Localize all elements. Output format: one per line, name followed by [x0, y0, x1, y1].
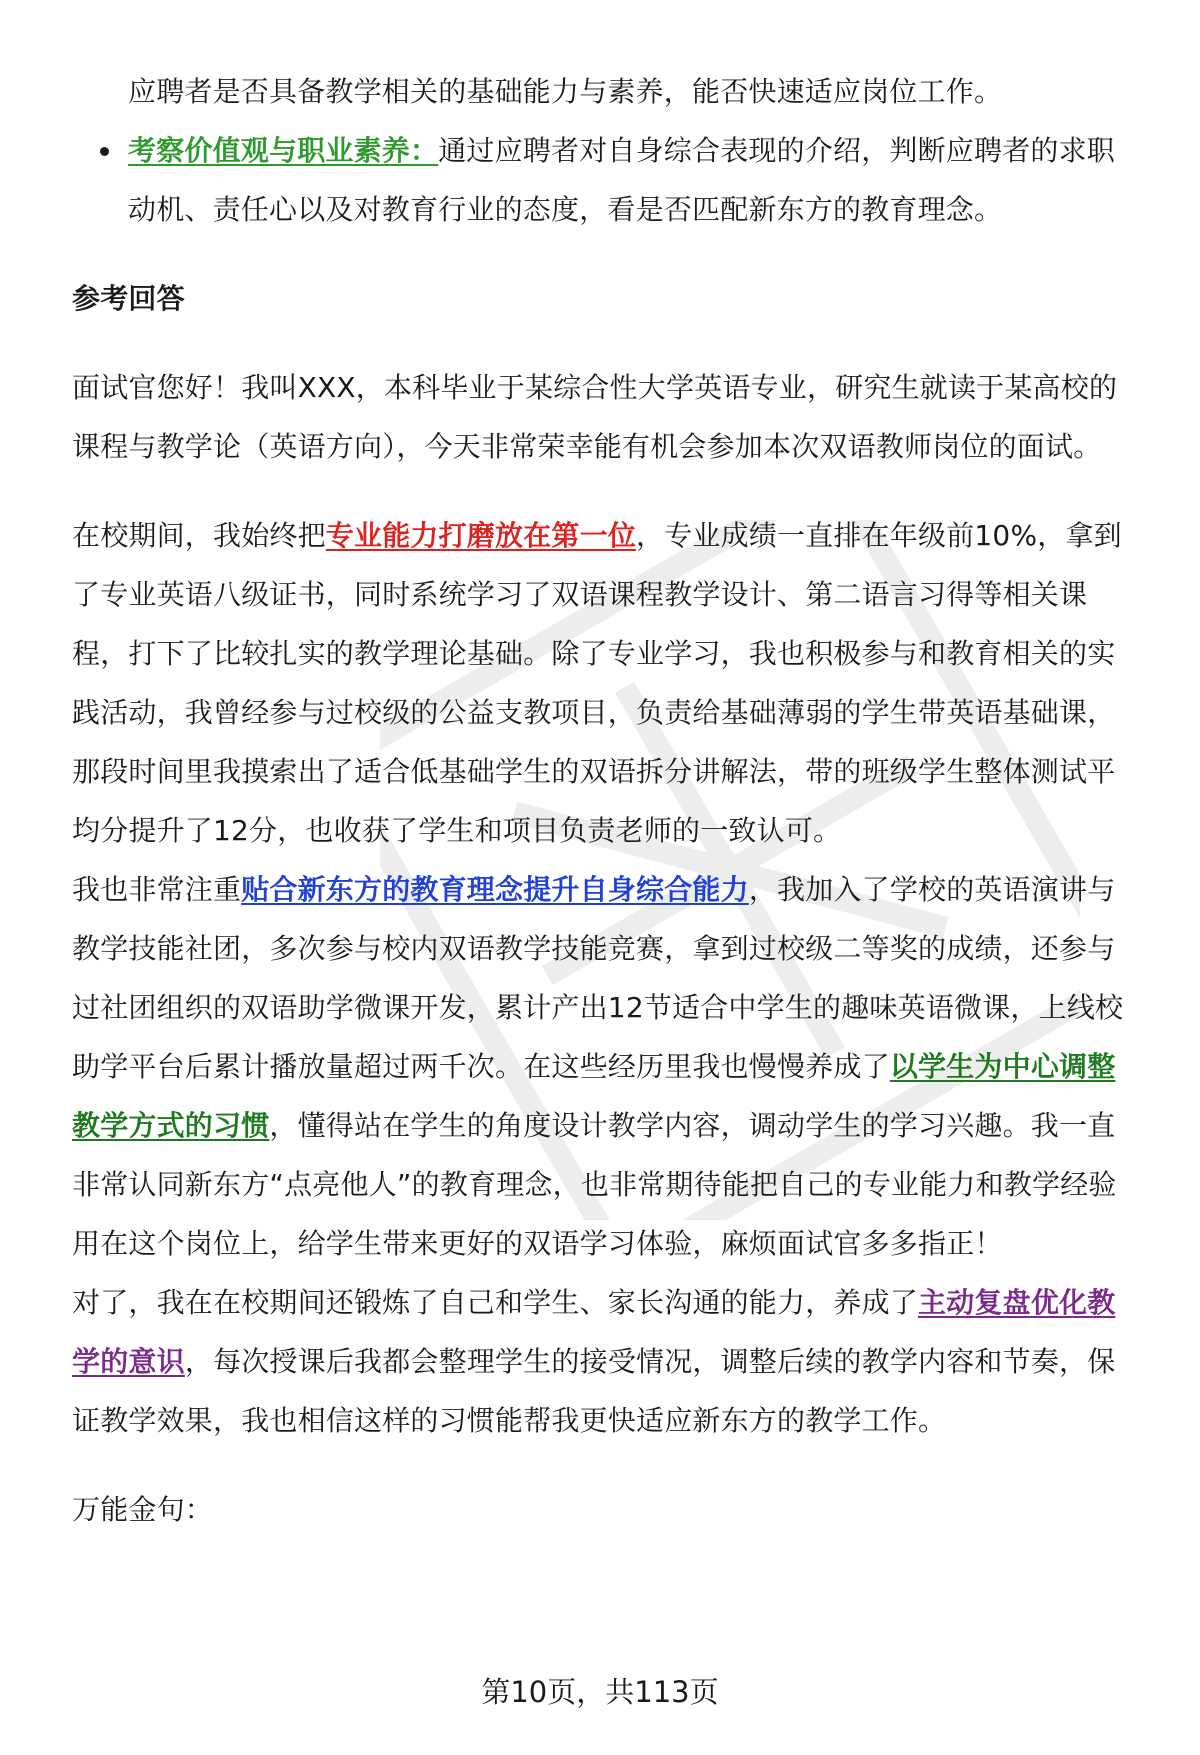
paragraph-text: ，懂得站在学生的角度设计教学内容，调动学生的学习兴趣。我一直非常认同新东方“点亮他人”的教育理念，也非常期待能把自己的专业能力和教学经验用在这个岗位上，给学生带来更好的双语学习体验，麻烦面试官多多指正！ — [72, 1109, 1117, 1260]
bullet-continuation-line: 应聘者是否具备教学相关的基础能力与素养，能否快速适应岗位工作。 — [128, 75, 1003, 108]
bullet-text: 通过应聘者对自身综合表现的介绍，判断应聘者的求职动机、责任心以及对教育行业的态度，看是否匹配新东方的教育理念。 — [128, 134, 1116, 226]
paragraph-school — [72, 506, 1142, 860]
highlight-red: 专业能力打磨放在第一位 — [325, 519, 637, 552]
paragraph-abilities — [72, 860, 1142, 1273]
paragraph-intro: 面试官您好！我叫XXX，本科毕业于某综合性大学英语专业，研究生就读于某高校的课程与教学论（英语方向），今天非常荣幸能有机会参加本次双语教师岗位的面试。 — [72, 371, 1118, 463]
paragraph-text: 在校期间，我始终把 — [72, 519, 326, 552]
paragraph-communication — [72, 1273, 1142, 1450]
document-body — [72, 62, 1142, 1539]
bullet-dot-icon — [100, 147, 109, 156]
bullet-label: 考察价值观与职业素养： — [128, 134, 439, 167]
paragraph-text: 对了，我在在校期间还锻炼了自己和学生、家长沟通的能力，养成了 — [72, 1286, 919, 1319]
highlight-purple: 主动复盘优化教学的意识 — [72, 1286, 1116, 1378]
paragraph-text: ，专业成绩一直排在年级前10%，拿到了专业英语八级证书，同时系统学习了双语课程教学设计、第二语言习得等相关课程，打下了比较扎实的教学理论基础。除了专业学习，我也积极参与和教育相关的实践活动，我曾经参与过校级的公益支教项目，负责给基础薄弱的学生带英语基础课，那段时间里我摸索出了适合低基础学生的双语拆分讲解法，带的班级学生整体测试平均分提升了12分，也收获了学生和项目负责老师的一致认可。 — [72, 519, 1122, 847]
highlight-green: 以学生为中心调整教学方式的习惯 — [72, 1050, 1116, 1142]
section-heading: 参考回答 — [72, 282, 185, 315]
paragraph-text: 我也非常注重 — [72, 873, 242, 906]
paragraph-text: ，我加入了学校的英语演讲与教学技能社团，多次参与校内双语教学技能竞赛，拿到过校级二等奖的成绩，还参与过社团组织的双语助学微课开发，累计产出12节适合中学生的趣味英语微课，上线校助学平台后累计播放量超过两千次。在这些经历里我也慢慢养成了 — [72, 873, 1124, 1083]
paragraph-text: ，每次授课后我都会整理学生的接受情况，调整后续的教学内容和节奏，保证教学效果，我也相信这样的习惯能帮我更快适应新东方的教学工作。 — [72, 1345, 1116, 1437]
golden-sentence-label: 万能金句： — [72, 1493, 214, 1526]
highlight-blue: 贴合新东方的教育理念提升自身综合能力 — [241, 873, 749, 906]
page-number: 第10页，共113页 — [481, 1675, 719, 1709]
bullet-item-values — [72, 121, 1142, 239]
